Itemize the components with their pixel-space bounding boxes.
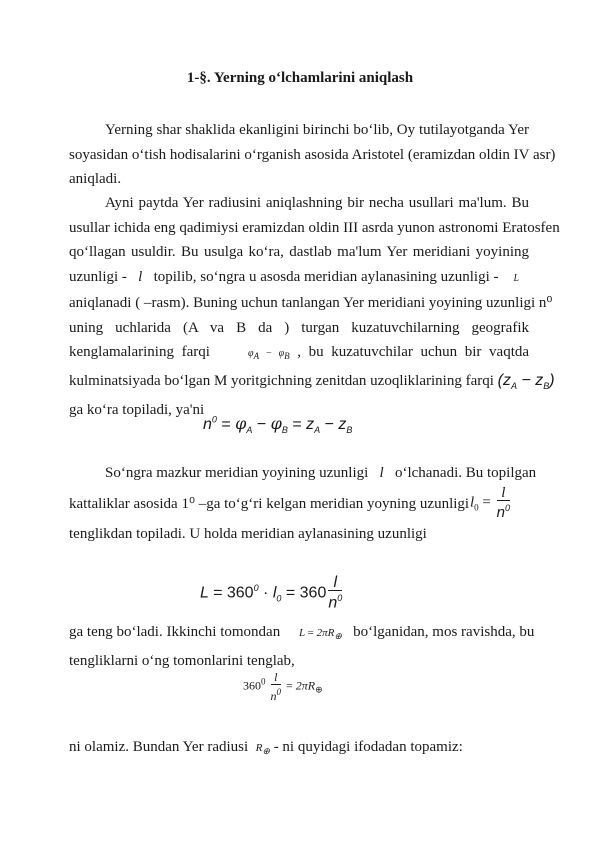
paragraph-2 (69, 191, 560, 423)
z-difference: $(z_A - z_B)$ (497, 371, 555, 391)
text-fragment: ni olamiz. Bundan Yer radiusi (69, 739, 249, 755)
text-fragment: kenglamalarining farqi (69, 344, 210, 360)
symbol-L: L (513, 272, 520, 284)
text-fragment: kulminatsiyada bo‘lgan M yoritgichning zenitdan uzoqliklarining farqi (69, 372, 494, 389)
section-title: 1-§. Yerning o‘lchamlarini aniqlash (186, 70, 414, 86)
text-line: tengliklarni o‘ng tomonlarini tenglab, (69, 652, 295, 669)
text-fragment: uzunligi - (69, 268, 127, 285)
paragraph-3-line-2 (69, 492, 470, 517)
fraction: $\frac{l}{n^0}$ (328, 574, 343, 612)
text-line: aniqladi. (69, 171, 122, 187)
symbol-l: l (138, 268, 143, 285)
paragraph-5 (69, 735, 529, 764)
text-fragment: topilib, so‘ngra u asosda meridian aylanasining uzunligi - (153, 268, 499, 285)
equation-circumference: $L = 360^0 \cdot l_0 = 360$ $\frac{l}{n^0}$ (200, 574, 343, 612)
paragraph-4 (69, 620, 535, 673)
text-line: tenglikdan topiladi. U holda meridian aylanasining uzunligi (69, 526, 427, 542)
text-fragment: , bu kuzatuvchilar uchun bir vaqtda (297, 344, 530, 360)
equation-l0: $l_0$ = $\frac{l}{n^0}$ (470, 485, 510, 521)
paragraph-1 (69, 118, 556, 192)
text-fragment: bo‘lganidan, mos ravishda, bu (353, 624, 535, 640)
text-line (69, 265, 529, 292)
text-line (69, 620, 535, 649)
text-line: Yerning shar shaklida ekanligini birinchi bo‘lib, Oy tutilayotganda Yer (105, 122, 529, 138)
text-fragment: ga teng bo‘ladi. Ikkinchi tomondan (69, 624, 281, 640)
text-line (69, 735, 529, 764)
symbol-R-earth: $R_\oplus$ (255, 742, 270, 757)
paragraph-3-line-3 (69, 522, 529, 547)
text-line: Ayni paytda Yer radiusini aniqlashning bir necha usullari ma'lum. Bu (105, 195, 529, 211)
text-line: uning uchlarida (A va B da ) turgan kuzatuvchilarning geografik (69, 319, 529, 336)
text-line: kattaliklar asosida 1⁰ –ga to‘g‘ri kelgan meridian yoyning uzunligi (69, 496, 470, 512)
text-line: qo‘llagan usuldir. Bu usulga ko‘ra, dastlab ma'lum Yer meridiani yoyining (69, 244, 529, 260)
text-fragment: So‘ngra mazkur meridian yoyining uzunligi (105, 465, 369, 481)
equation-inline: $L = 2\pi R_\oplus$ (298, 627, 342, 642)
text-line: aniqlanadi ( –rasm). Buning uchun tanlangan Yer meridiani yoyining uzunligi n⁰ (69, 295, 553, 311)
fraction: $\frac{l}{n^0}$ (496, 485, 510, 521)
equation-radius-relation: $360^0$ $\frac{l}{n^0}$ = $2\pi R_\oplus$ (243, 670, 323, 703)
symbol-l: l (379, 465, 384, 481)
text-line: usullar ichida eng qadimiysi eramizdan oldin III asrda yunon astronomi Eratosfen (69, 219, 560, 236)
phi-difference: $\varphi_A - \varphi_B$ (248, 348, 290, 361)
text-fragment: o‘lchanadi. Bu topilgan (394, 465, 537, 481)
text-line (69, 461, 537, 486)
equation-angle: $n^0 = \varphi_A - \varphi_B = z_A - z_B$ (203, 414, 353, 436)
text-line (69, 369, 555, 399)
text-line: ga ko‘ra topiladi, ya'ni (69, 402, 205, 419)
fraction: $\frac{l}{n^0}$ (270, 670, 281, 703)
paragraph-3 (69, 461, 537, 486)
text-line: soyasidan o‘tish hodisalarini o‘rganish asosida Aristotel (eramizdan oldin IV asr) (69, 146, 556, 163)
text-line (69, 340, 529, 369)
text-fragment: - ni quyidagi ifodadan topamiz: (273, 739, 463, 755)
